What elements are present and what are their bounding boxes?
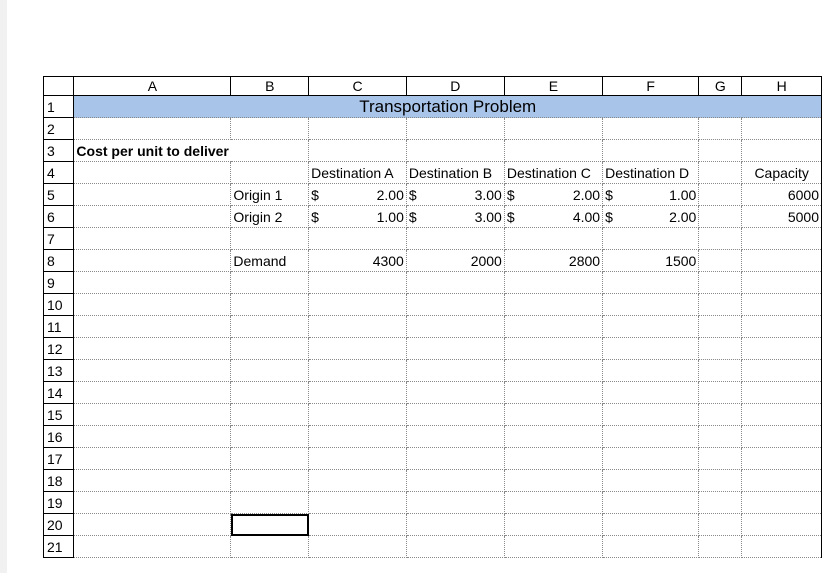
- section-label-cell[interactable]: Cost per unit to deliver: [74, 140, 231, 162]
- cell[interactable]: [699, 360, 742, 382]
- cell[interactable]: [231, 426, 309, 448]
- column-header-e[interactable]: E: [504, 77, 602, 96]
- origin2-cost-d[interactable]: [603, 206, 699, 228]
- currency-symbol: $: [408, 208, 417, 225]
- cell[interactable]: [603, 228, 699, 250]
- row-header[interactable]: 20: [44, 514, 74, 536]
- cell[interactable]: [231, 294, 309, 316]
- cell[interactable]: [742, 272, 822, 294]
- column-header-f[interactable]: F: [603, 77, 699, 96]
- cell[interactable]: [406, 426, 504, 448]
- header-destination-b[interactable]: Destination B: [406, 162, 504, 184]
- demand-c[interactable]: 2800: [504, 250, 602, 272]
- cell[interactable]: [231, 162, 309, 184]
- cell[interactable]: [603, 404, 699, 426]
- cost-value: 4.00: [572, 208, 601, 225]
- origin1-cost-a[interactable]: [309, 184, 407, 206]
- cell[interactable]: [74, 404, 231, 426]
- cell[interactable]: [406, 140, 504, 162]
- cell[interactable]: [406, 338, 504, 360]
- column-header-b[interactable]: B: [231, 77, 309, 96]
- cost-value: 2.00: [376, 186, 404, 203]
- row-header[interactable]: 7: [44, 228, 74, 250]
- cell[interactable]: [74, 272, 231, 294]
- cell[interactable]: [406, 404, 504, 426]
- cell[interactable]: [504, 294, 602, 316]
- cell[interactable]: [699, 250, 742, 272]
- cell[interactable]: [603, 426, 699, 448]
- cell[interactable]: [231, 338, 309, 360]
- cell[interactable]: [699, 118, 742, 140]
- row-header[interactable]: 21: [44, 536, 74, 558]
- cost-value: 1.00: [669, 186, 697, 203]
- cell[interactable]: [742, 250, 822, 272]
- demand-label[interactable]: Demand: [231, 250, 309, 272]
- cell[interactable]: [742, 448, 822, 470]
- cell[interactable]: [309, 492, 407, 514]
- origin2-cost-c[interactable]: [504, 206, 602, 228]
- cell[interactable]: [74, 536, 231, 558]
- cell[interactable]: [742, 470, 822, 492]
- cell[interactable]: [603, 448, 699, 470]
- cell[interactable]: [406, 360, 504, 382]
- row-header[interactable]: 10: [44, 294, 74, 316]
- cell[interactable]: [504, 228, 602, 250]
- cell[interactable]: [742, 294, 822, 316]
- cell[interactable]: [231, 118, 309, 140]
- cell[interactable]: [309, 360, 407, 382]
- cell[interactable]: [504, 470, 602, 492]
- cell[interactable]: [231, 272, 309, 294]
- cell[interactable]: [699, 426, 742, 448]
- cell[interactable]: [309, 536, 407, 558]
- cell[interactable]: [699, 514, 742, 536]
- cell[interactable]: [699, 448, 742, 470]
- cell[interactable]: [74, 294, 231, 316]
- cell[interactable]: [309, 228, 407, 250]
- cell[interactable]: [74, 426, 231, 448]
- cell[interactable]: [504, 316, 602, 338]
- cell[interactable]: [406, 316, 504, 338]
- cell[interactable]: [309, 294, 407, 316]
- cost-value: 3.00: [474, 186, 502, 203]
- currency-symbol: $: [506, 208, 515, 225]
- cell[interactable]: [699, 338, 742, 360]
- cell-grid: [43, 76, 822, 558]
- origin2-label[interactable]: Origin 2: [231, 206, 309, 228]
- cell[interactable]: [74, 162, 231, 184]
- cell[interactable]: [603, 360, 699, 382]
- cell[interactable]: [74, 316, 231, 338]
- cell[interactable]: [742, 360, 822, 382]
- cell[interactable]: [406, 536, 504, 558]
- cell[interactable]: [742, 228, 822, 250]
- cell[interactable]: [504, 404, 602, 426]
- cell[interactable]: [504, 338, 602, 360]
- origin2-cost-a[interactable]: [309, 206, 407, 228]
- select-all-corner[interactable]: [44, 77, 74, 96]
- cell[interactable]: [742, 316, 822, 338]
- cell[interactable]: [504, 448, 602, 470]
- cell[interactable]: [231, 382, 309, 404]
- cell[interactable]: [504, 492, 602, 514]
- cell[interactable]: [309, 272, 407, 294]
- cell[interactable]: [504, 426, 602, 448]
- cell[interactable]: [699, 294, 742, 316]
- origin1-cost-c[interactable]: [504, 184, 602, 206]
- cell[interactable]: [406, 470, 504, 492]
- currency-symbol: $: [311, 208, 319, 225]
- cell[interactable]: [309, 514, 407, 536]
- column-header-h[interactable]: H: [742, 77, 822, 96]
- cell[interactable]: [406, 448, 504, 470]
- cell[interactable]: [231, 536, 309, 558]
- cell[interactable]: [309, 338, 407, 360]
- cell[interactable]: [699, 140, 742, 162]
- cell[interactable]: [406, 382, 504, 404]
- cell[interactable]: [603, 382, 699, 404]
- row-header[interactable]: 8: [44, 250, 74, 272]
- cell[interactable]: [603, 514, 699, 536]
- cell[interactable]: [74, 228, 231, 250]
- cell[interactable]: [699, 316, 742, 338]
- cell[interactable]: [699, 492, 742, 514]
- cell[interactable]: [231, 316, 309, 338]
- cell[interactable]: [231, 470, 309, 492]
- row-header[interactable]: 13: [44, 360, 74, 382]
- cell[interactable]: [603, 536, 699, 558]
- cell[interactable]: [603, 294, 699, 316]
- currency-symbol: $: [605, 186, 613, 203]
- cell[interactable]: [699, 162, 742, 184]
- cost-value: 2.00: [669, 208, 697, 225]
- cell[interactable]: [603, 492, 699, 514]
- spreadsheet: [7, 0, 822, 573]
- cell[interactable]: [504, 360, 602, 382]
- header-capacity[interactable]: Capacity: [742, 162, 822, 184]
- origin2-cost-b[interactable]: [406, 206, 504, 228]
- row-header[interactable]: 1: [44, 96, 74, 118]
- row-header[interactable]: 4: [44, 162, 74, 184]
- header-destination-d[interactable]: Destination D: [603, 162, 699, 184]
- cell[interactable]: [699, 382, 742, 404]
- cost-value: 2.00: [572, 186, 601, 203]
- cell[interactable]: [309, 448, 407, 470]
- cell[interactable]: [406, 272, 504, 294]
- cell[interactable]: [504, 536, 602, 558]
- selected-cell[interactable]: [231, 514, 309, 536]
- cell[interactable]: [742, 382, 822, 404]
- row-header[interactable]: 17: [44, 448, 74, 470]
- cell[interactable]: [742, 118, 822, 140]
- cell[interactable]: [231, 448, 309, 470]
- cell[interactable]: [603, 316, 699, 338]
- column-header-a[interactable]: A: [74, 77, 231, 96]
- cell[interactable]: [309, 118, 407, 140]
- cell[interactable]: [603, 272, 699, 294]
- cell[interactable]: [309, 426, 407, 448]
- cell[interactable]: [699, 184, 742, 206]
- cell[interactable]: [742, 536, 822, 558]
- row-header[interactable]: 14: [44, 382, 74, 404]
- cell[interactable]: [309, 382, 407, 404]
- cell[interactable]: [742, 338, 822, 360]
- cell[interactable]: [699, 536, 742, 558]
- row-header[interactable]: 12: [44, 338, 74, 360]
- origin1-cost-b[interactable]: [406, 184, 504, 206]
- row-header[interactable]: 3: [44, 140, 74, 162]
- header-destination-a[interactable]: Destination A: [309, 162, 407, 184]
- cell[interactable]: [504, 118, 602, 140]
- cell[interactable]: [699, 272, 742, 294]
- cell[interactable]: [74, 118, 231, 140]
- column-header-c[interactable]: C: [309, 77, 407, 96]
- cell[interactable]: [406, 514, 504, 536]
- demand-d[interactable]: 1500: [603, 250, 699, 272]
- currency-symbol: $: [408, 186, 417, 203]
- cell[interactable]: [603, 140, 699, 162]
- cell[interactable]: [742, 514, 822, 536]
- cell[interactable]: [74, 470, 231, 492]
- title-cell[interactable]: Transportation Problem: [74, 96, 822, 118]
- cell[interactable]: [231, 228, 309, 250]
- cell[interactable]: [74, 360, 231, 382]
- demand-a[interactable]: 4300: [309, 250, 407, 272]
- cell[interactable]: [699, 228, 742, 250]
- cell[interactable]: [742, 492, 822, 514]
- row-header[interactable]: 9: [44, 272, 74, 294]
- cell[interactable]: [742, 404, 822, 426]
- cell[interactable]: [406, 228, 504, 250]
- cell[interactable]: [742, 426, 822, 448]
- row-header[interactable]: 16: [44, 426, 74, 448]
- cell[interactable]: [699, 206, 742, 228]
- cell[interactable]: [309, 470, 407, 492]
- cell[interactable]: [699, 404, 742, 426]
- cell[interactable]: [74, 448, 231, 470]
- cell[interactable]: [74, 184, 231, 206]
- cell[interactable]: [699, 470, 742, 492]
- cell[interactable]: [309, 140, 407, 162]
- column-header-g[interactable]: G: [699, 77, 742, 96]
- row-header[interactable]: 11: [44, 316, 74, 338]
- cell[interactable]: [74, 250, 231, 272]
- row-header[interactable]: 5: [44, 184, 74, 206]
- demand-b[interactable]: 2000: [406, 250, 504, 272]
- cell[interactable]: [603, 470, 699, 492]
- currency-symbol: $: [506, 186, 515, 203]
- cell[interactable]: [74, 338, 231, 360]
- row-header[interactable]: 15: [44, 404, 74, 426]
- header-destination-c[interactable]: Destination C: [504, 162, 602, 184]
- cell[interactable]: [74, 382, 231, 404]
- currency-symbol: $: [311, 186, 319, 203]
- cost-value: 3.00: [474, 208, 502, 225]
- cell[interactable]: [309, 316, 407, 338]
- cell[interactable]: [742, 140, 822, 162]
- cost-value: 1.00: [376, 208, 404, 225]
- origin1-cost-d[interactable]: [603, 184, 699, 206]
- cell[interactable]: [74, 514, 231, 536]
- cell[interactable]: [231, 492, 309, 514]
- row-header[interactable]: 19: [44, 492, 74, 514]
- origin2-capacity[interactable]: 5000: [742, 206, 822, 228]
- cell[interactable]: [74, 492, 231, 514]
- cell[interactable]: [231, 404, 309, 426]
- row-header[interactable]: 2: [44, 118, 74, 140]
- cell[interactable]: [504, 382, 602, 404]
- origin1-label[interactable]: Origin 1: [231, 184, 309, 206]
- cell[interactable]: [406, 492, 504, 514]
- origin1-capacity[interactable]: 6000: [742, 184, 822, 206]
- cell[interactable]: [603, 118, 699, 140]
- cell[interactable]: [231, 140, 309, 162]
- cell[interactable]: [74, 206, 231, 228]
- cell[interactable]: [603, 338, 699, 360]
- cell[interactable]: [504, 514, 602, 536]
- cell[interactable]: [231, 360, 309, 382]
- cell[interactable]: [504, 140, 602, 162]
- cell[interactable]: [504, 272, 602, 294]
- cell[interactable]: [406, 118, 504, 140]
- row-header[interactable]: 6: [44, 206, 74, 228]
- cell[interactable]: [309, 404, 407, 426]
- column-header-d[interactable]: D: [406, 77, 504, 96]
- currency-symbol: $: [605, 208, 613, 225]
- row-header[interactable]: 18: [44, 470, 74, 492]
- cell[interactable]: [406, 294, 504, 316]
